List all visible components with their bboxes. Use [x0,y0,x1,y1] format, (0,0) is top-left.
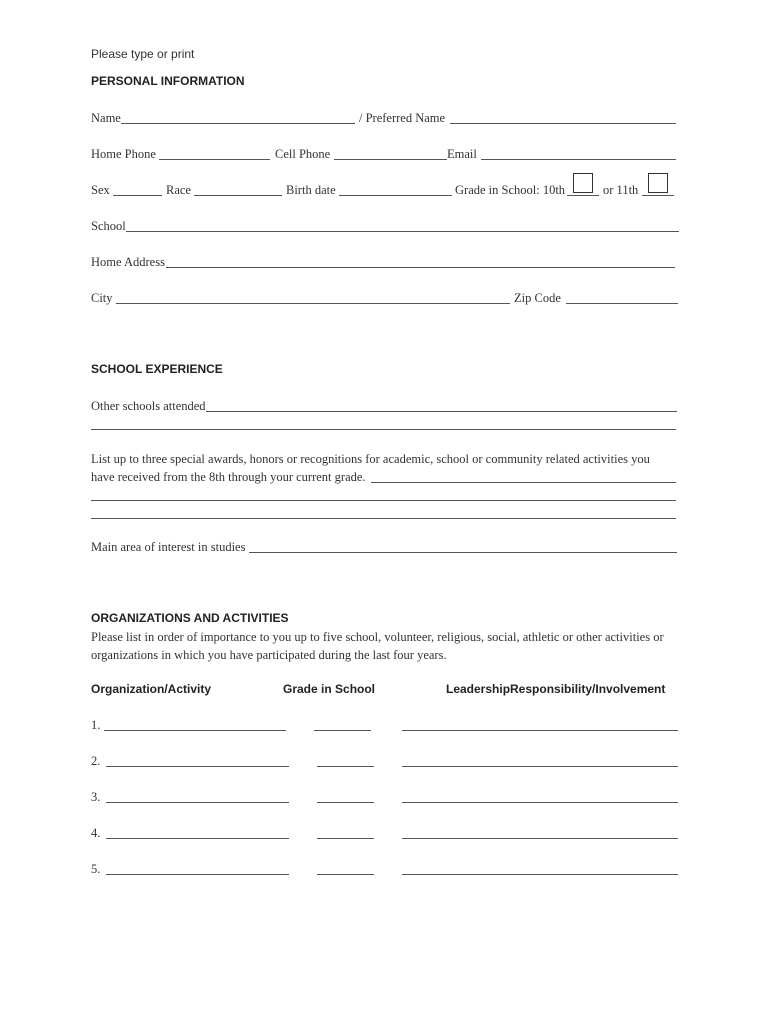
school-field[interactable] [126,231,679,232]
interest-label: Main area of interest in studies [91,540,246,554]
email-label: Email [447,147,477,161]
birth-date-field[interactable] [339,195,452,196]
activity-row-number: 2. [91,754,101,768]
activity-3-organization-field[interactable] [106,802,289,803]
activity-1-leadership-field[interactable] [402,730,678,731]
organizations-desc-line1: Please list in order of importance to you up to five school, volunteer, religious, social, athletic or other activities or [91,630,664,644]
column-header-grade: Grade in School [283,682,376,696]
other-schools-field-line2[interactable] [91,429,676,430]
grade-10th-underline [567,195,599,196]
race-label: Race [166,183,191,197]
activity-3-grade-field[interactable] [317,802,374,803]
awards-field-line3[interactable] [91,518,676,519]
activity-4-organization-field[interactable] [106,838,289,839]
grade-11th-underline [642,195,674,196]
city-label: City [91,291,113,305]
awards-prompt-line1: List up to three special awards, honors or recognitions for academic, school or community related activities you [91,452,650,466]
activity-1-organization-field[interactable] [104,730,286,731]
sex-label: Sex [91,183,110,197]
other-schools-field[interactable] [206,411,677,412]
zip-code-field[interactable] [566,303,678,304]
awards-field-line2[interactable] [91,500,676,501]
name-field[interactable] [121,123,355,124]
activity-row-number: 1. [91,718,101,732]
activity-1-grade-field[interactable] [314,730,371,731]
preferred-name-field[interactable] [450,123,676,124]
activity-2-leadership-field[interactable] [402,766,678,767]
grade-label: Grade in School: 10th [455,183,566,197]
organizations-desc-line2: organizations in which you have participated during the last four years. [91,648,447,662]
activity-5-organization-field[interactable] [106,874,289,875]
section-heading-school-experience: SCHOOL EXPERIENCE [91,362,223,376]
grade-10th-checkbox[interactable] [573,173,593,193]
city-field[interactable] [116,303,510,304]
zip-code-label: Zip Code [514,291,561,305]
cell-phone-field[interactable] [334,159,447,160]
sex-field[interactable] [113,195,162,196]
race-field[interactable] [194,195,282,196]
school-label: School [91,219,126,233]
activity-3-leadership-field[interactable] [402,802,678,803]
activity-row-number: 3. [91,790,101,804]
grade-11th-label: or 11th [603,183,639,197]
preferred-name-label: / Preferred Name [359,111,446,125]
home-address-field[interactable] [166,267,675,268]
name-label: Name [91,111,121,125]
awards-field-line1[interactable] [371,482,676,483]
column-header-leadership: LeadershipResponsibility/Involvement [446,682,666,696]
form-instructions: Please type or print [91,47,195,61]
cell-phone-label: Cell Phone [275,147,331,161]
activity-5-leadership-field[interactable] [402,874,678,875]
home-phone-field[interactable] [159,159,270,160]
grade-11th-checkbox[interactable] [648,173,668,193]
activity-row-number: 4. [91,826,101,840]
activity-4-grade-field[interactable] [317,838,374,839]
activity-2-grade-field[interactable] [317,766,374,767]
column-header-organization: Organization/Activity [91,682,212,696]
birth-date-label: Birth date [286,183,336,197]
activity-2-organization-field[interactable] [106,766,289,767]
email-field[interactable] [481,159,676,160]
activity-5-grade-field[interactable] [317,874,374,875]
activity-row-number: 5. [91,862,101,876]
other-schools-label: Other schools attended [91,399,206,413]
home-phone-label: Home Phone [91,147,156,161]
home-address-label: Home Address [91,255,165,269]
section-heading-organizations: ORGANIZATIONS AND ACTIVITIES [91,611,289,625]
interest-field[interactable] [249,552,677,553]
awards-prompt-line2: have received from the 8th through your current grade. [91,470,366,484]
activity-4-leadership-field[interactable] [402,838,678,839]
section-heading-personal: PERSONAL INFORMATION [91,74,245,88]
